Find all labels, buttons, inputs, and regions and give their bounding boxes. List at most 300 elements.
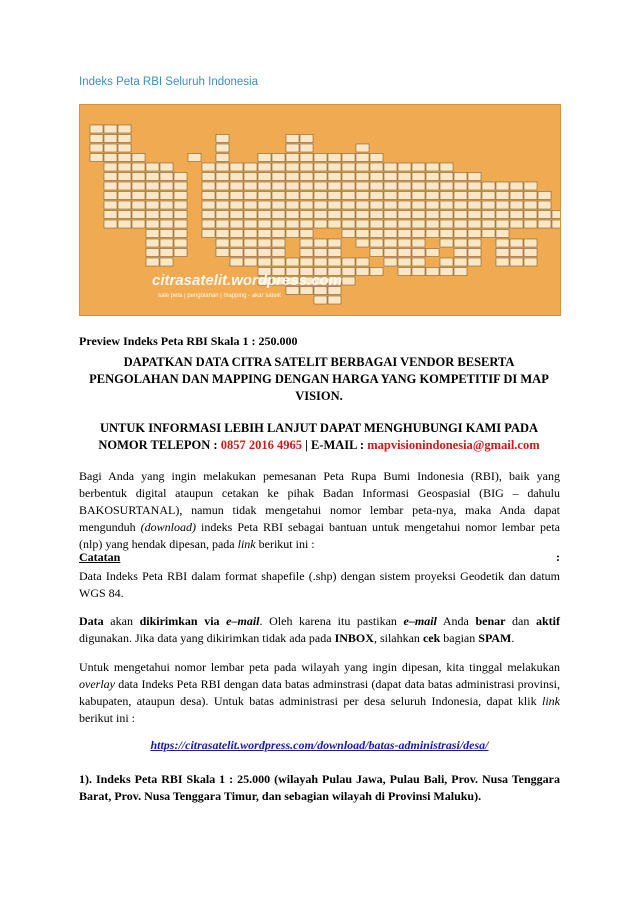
index-sheet-cell bbox=[202, 182, 215, 190]
index-sheet-cell bbox=[412, 268, 425, 276]
index-sheet-cell bbox=[314, 173, 327, 181]
index-sheet-cell bbox=[468, 192, 481, 200]
index-sheet-cell bbox=[132, 154, 145, 162]
page-heading: Indeks Peta RBI Seluruh Indonesia bbox=[79, 76, 259, 88]
index-sheet-cell bbox=[384, 239, 397, 247]
index-sheet-cell bbox=[258, 230, 271, 238]
index-sheet-cell bbox=[132, 192, 145, 200]
email-note-via: via bbox=[197, 614, 227, 628]
index-sheet-cell bbox=[370, 268, 383, 276]
index-sheet-cell bbox=[230, 173, 243, 181]
index-sheet-cell bbox=[230, 192, 243, 200]
email-note bbox=[79, 613, 560, 647]
index-sheet-cell bbox=[440, 211, 453, 219]
index-sheet-cell bbox=[398, 230, 411, 238]
index-sheet-cell bbox=[244, 239, 257, 247]
index-sheet-cell bbox=[160, 163, 173, 171]
index-sheet-cell bbox=[160, 201, 173, 209]
index-sheet-cell bbox=[160, 249, 173, 257]
intro-text-1: Bagi Anda yang ingin melakukan pemesanan Peta Rupa Bumi Indonesia (RBI), baik yang berbentuk digital ataupun cetakan ke pihak Badan Informasi Geospasial (BIG – dahulu BAKOSURTANAL), namun tidak mengetahui nomor lembar peta-nya, maka Anda dapat mengunduh bbox=[79, 469, 560, 534]
intro-download-term: (download) bbox=[140, 520, 197, 534]
index-sheet-cell bbox=[104, 163, 117, 171]
index-sheet-cell bbox=[314, 220, 327, 228]
catatan-colon: : bbox=[556, 550, 560, 564]
index-sheet-cell bbox=[146, 201, 159, 209]
contact-block bbox=[76, 420, 562, 454]
email-address[interactable]: mapvisionindonesia@gmail.com bbox=[367, 438, 540, 452]
index-sheet-cell bbox=[510, 182, 523, 190]
email-note-text: . bbox=[511, 631, 515, 645]
index-sheet-cell bbox=[286, 258, 299, 266]
index-sheet-cell bbox=[328, 192, 341, 200]
index-sheet-cell bbox=[342, 268, 355, 276]
index-sheet-cell bbox=[118, 192, 131, 200]
index-sheet-cell bbox=[398, 182, 411, 190]
index-sheet-cell bbox=[468, 201, 481, 209]
index-sheet-cell bbox=[426, 268, 439, 276]
index-sheet-cell bbox=[454, 173, 467, 181]
index-sheet-cell bbox=[468, 211, 481, 219]
index-sheet-cell bbox=[370, 249, 383, 257]
index-sheet-cell bbox=[202, 192, 215, 200]
index-sheet-cell bbox=[370, 220, 383, 228]
index-sheet-cell bbox=[398, 163, 411, 171]
format-note: Data Indeks Peta RBI dalam format shapefile (.shp) dengan sistem proyeksi Geodetik dan datum WGS 84. bbox=[79, 569, 560, 600]
index-sheet-cell bbox=[384, 173, 397, 181]
index-sheet-cell bbox=[202, 211, 215, 219]
index-sheet-cell bbox=[398, 173, 411, 181]
index-sheet-cell bbox=[174, 249, 187, 257]
index-sheet-cell bbox=[328, 220, 341, 228]
index-sheet-cell bbox=[314, 182, 327, 190]
index-sheet-cell bbox=[398, 249, 411, 257]
index-sheet-cell bbox=[524, 220, 537, 228]
index-sheet-cell bbox=[412, 192, 425, 200]
index-sheet-cell bbox=[230, 220, 243, 228]
index-sheet-cell bbox=[426, 249, 439, 257]
index-sheet-cell bbox=[552, 220, 560, 228]
index-sheet-cell bbox=[258, 163, 271, 171]
index-sheet-cell bbox=[272, 163, 285, 171]
index-sheet-cell bbox=[258, 249, 271, 257]
index-sheet-cell bbox=[216, 182, 229, 190]
index-sheet-cell bbox=[426, 220, 439, 228]
index-sheet-cell bbox=[272, 258, 285, 266]
index-sheet-cell bbox=[356, 173, 369, 181]
index-sheet-cell bbox=[258, 211, 271, 219]
email-note-aktif: aktif bbox=[536, 614, 560, 628]
email-note-text: bagian bbox=[440, 631, 479, 645]
index-sheet-cell bbox=[230, 230, 243, 238]
admin-boundary-link[interactable]: https://citrasatelit.wordpress.com/download/batas-administrasi/desa/ bbox=[150, 738, 489, 752]
index-sheet-cell bbox=[412, 258, 425, 266]
index-sheet-cell bbox=[440, 268, 453, 276]
index-sheet-cell bbox=[160, 258, 173, 266]
index-sheet-cell bbox=[328, 154, 341, 162]
index-sheet-cell bbox=[440, 182, 453, 190]
index-sheet-cell bbox=[300, 220, 313, 228]
index-sheet-cell bbox=[314, 192, 327, 200]
index-sheet-cell bbox=[118, 182, 131, 190]
email-note-text: akan bbox=[103, 614, 140, 628]
index-sheet-cell bbox=[342, 192, 355, 200]
index-sheet-cell bbox=[440, 173, 453, 181]
index-sheet-cell bbox=[90, 135, 103, 143]
index-sheet-cell bbox=[118, 163, 131, 171]
index-sheet-cell bbox=[132, 182, 145, 190]
index-sheet-cell bbox=[314, 258, 327, 266]
index-sheet-cell bbox=[328, 211, 341, 219]
index-sheet-cell bbox=[454, 192, 467, 200]
index-sheet-cell bbox=[314, 239, 327, 247]
index-sheet-cell bbox=[454, 211, 467, 219]
index-sheet-cell bbox=[216, 230, 229, 238]
email-note-cek: cek bbox=[422, 631, 441, 645]
index-sheet-cell bbox=[244, 230, 257, 238]
index-sheet-cell bbox=[328, 296, 341, 304]
index-sheet-cell bbox=[160, 230, 173, 238]
index-sheet-cell bbox=[216, 154, 229, 162]
index-sheet-cell bbox=[384, 230, 397, 238]
index-sheet-cell bbox=[146, 163, 159, 171]
index-sheet-cell bbox=[426, 211, 439, 219]
email-note-text: digunakan. Jika data yang dikirimkan tidak ada pada bbox=[79, 631, 335, 645]
index-sheet-cell bbox=[328, 163, 341, 171]
index-sheet-cell bbox=[230, 201, 243, 209]
index-sheet-cell bbox=[538, 201, 551, 209]
index-sheet-cell bbox=[356, 258, 369, 266]
email-note-text: dan bbox=[505, 614, 536, 628]
index-sheet-cell bbox=[510, 249, 523, 257]
email-note-email: e–mail bbox=[226, 614, 260, 628]
index-sheet-cell bbox=[90, 125, 103, 133]
index-sheet-cell bbox=[132, 163, 145, 171]
index-sheet-cell bbox=[356, 163, 369, 171]
index-sheet-cell bbox=[370, 230, 383, 238]
index-sheet-cell bbox=[342, 211, 355, 219]
index-sheet-cell bbox=[202, 163, 215, 171]
index-sheet-cell bbox=[356, 201, 369, 209]
index-sheet-cell bbox=[258, 201, 271, 209]
intro-text-2: indeks Peta RBI sebagai bantuan untuk mengetahui nomor lembar peta (nlp) yang hendak dipesan, pada bbox=[79, 520, 560, 551]
index-sheet-cell bbox=[370, 163, 383, 171]
index-sheet-cell bbox=[300, 258, 313, 266]
map-grid bbox=[80, 105, 560, 315]
index-sheet-cell bbox=[496, 258, 509, 266]
index-sheet-cell bbox=[104, 192, 117, 200]
index-sheet-cell bbox=[468, 258, 481, 266]
index-sheet-cell bbox=[132, 211, 145, 219]
index-sheet-cell bbox=[230, 163, 243, 171]
index-sheet-cell bbox=[370, 239, 383, 247]
index-sheet-cell bbox=[454, 182, 467, 190]
index-sheet-cell bbox=[174, 182, 187, 190]
intro-paragraph bbox=[79, 468, 560, 553]
index-sheet-cell bbox=[216, 201, 229, 209]
index-sheet-cell bbox=[454, 268, 467, 276]
index-sheet-cell bbox=[146, 258, 159, 266]
index-sheet-cell bbox=[118, 125, 131, 133]
index-sheet-cell bbox=[300, 154, 313, 162]
index-sheet-cell bbox=[216, 249, 229, 257]
index-sheet-cell bbox=[272, 173, 285, 181]
email-note-data: Data bbox=[79, 614, 104, 628]
index-sheet-cell bbox=[244, 249, 257, 257]
index-sheet-cell bbox=[300, 182, 313, 190]
index-sheet-cell bbox=[482, 201, 495, 209]
index-sheet-cell bbox=[454, 220, 467, 228]
index-sheet-cell bbox=[510, 239, 523, 247]
index-sheet-cell bbox=[146, 220, 159, 228]
index-sheet-cell bbox=[342, 163, 355, 171]
index-sheet-cell bbox=[118, 144, 131, 152]
index-sheet-cell bbox=[482, 220, 495, 228]
index-sheet-cell bbox=[202, 201, 215, 209]
index-sheet-cell bbox=[104, 220, 117, 228]
index-sheet-cell bbox=[384, 249, 397, 257]
section-1-heading: 1). Indeks Peta RBI Skala 1 : 25.000 (wilayah Pulau Jawa, Pulau Bali, Prov. Nusa Tenggara Barat, Prov. Nusa Tenggara Timur, dan sebagian wilayah di Provinsi Maluku). bbox=[79, 772, 560, 803]
overlay-text-1: Untuk mengetahui nomor lembar peta pada wilayah yang ingin dipesan, kita tinggal melakukan bbox=[79, 660, 560, 674]
index-sheet-cell bbox=[146, 249, 159, 257]
overlay-link-word: link bbox=[542, 694, 560, 708]
index-sheet-cell bbox=[244, 182, 257, 190]
index-sheet-cell bbox=[230, 182, 243, 190]
index-sheet-cell bbox=[132, 201, 145, 209]
index-sheet-cell bbox=[524, 192, 537, 200]
index-sheet-cell bbox=[398, 258, 411, 266]
index-sheet-cell bbox=[244, 163, 257, 171]
index-sheet-cell bbox=[146, 182, 159, 190]
index-sheet-cell bbox=[524, 182, 537, 190]
index-sheet-cell bbox=[398, 268, 411, 276]
index-sheet-cell bbox=[230, 249, 243, 257]
index-sheet-cell bbox=[384, 211, 397, 219]
index-sheet-cell bbox=[398, 211, 411, 219]
index-sheet-cell bbox=[440, 258, 453, 266]
email-note-spam: SPAM bbox=[478, 631, 512, 645]
index-sheet-cell bbox=[412, 163, 425, 171]
index-sheet-cell bbox=[314, 296, 327, 304]
promo-line-3: VISION. bbox=[295, 389, 343, 403]
index-sheet-cell bbox=[272, 154, 285, 162]
promo-line-1: DAPATKAN DATA CITRA SATELIT BERBAGAI VENDOR BESERTA bbox=[123, 355, 515, 369]
index-sheet-cell bbox=[510, 220, 523, 228]
intro-text-3: berikut ini : bbox=[255, 537, 315, 551]
index-sheet-cell bbox=[300, 144, 313, 152]
index-sheet-cell bbox=[216, 144, 229, 152]
index-sheet-cell bbox=[146, 192, 159, 200]
index-sheet-cell bbox=[370, 154, 383, 162]
catatan-label: Catatan bbox=[79, 550, 121, 564]
index-sheet-cell bbox=[300, 192, 313, 200]
index-sheet-cell bbox=[356, 154, 369, 162]
index-sheet-cell bbox=[454, 201, 467, 209]
intro-link-word: link bbox=[237, 537, 256, 551]
index-sheet-cell bbox=[244, 211, 257, 219]
index-sheet-cell bbox=[384, 258, 397, 266]
index-sheet-cell bbox=[314, 211, 327, 219]
index-sheet-cell bbox=[286, 201, 299, 209]
overlay-term: overlay bbox=[79, 677, 115, 691]
index-sheet-cell bbox=[496, 239, 509, 247]
index-sheet-cell bbox=[118, 173, 131, 181]
index-sheet-cell bbox=[286, 163, 299, 171]
index-sheet-cell bbox=[440, 163, 453, 171]
index-sheet-cell bbox=[174, 201, 187, 209]
index-sheet-cell bbox=[482, 230, 495, 238]
index-sheet-cell bbox=[496, 182, 509, 190]
email-note-dikirimkan: dikirimkan bbox=[139, 614, 198, 628]
index-sheet-cell bbox=[440, 201, 453, 209]
index-sheet-cell bbox=[272, 230, 285, 238]
promo-line-2: PENGOLAHAN DAN MAPPING DENGAN HARGA YANG KOMPETITIF DI MAP bbox=[89, 372, 549, 386]
index-sheet-cell bbox=[356, 239, 369, 247]
index-sheet-cell bbox=[160, 182, 173, 190]
index-sheet-cell bbox=[370, 192, 383, 200]
index-sheet-cell bbox=[188, 154, 201, 162]
index-sheet-cell bbox=[286, 220, 299, 228]
index-sheet-cell bbox=[454, 258, 467, 266]
email-note-email-2: e–mail bbox=[403, 614, 437, 628]
index-sheet-cell bbox=[342, 220, 355, 228]
index-sheet-cell bbox=[356, 144, 369, 152]
index-sheet-cell bbox=[286, 211, 299, 219]
index-sheet-cell bbox=[510, 192, 523, 200]
index-sheet-cell bbox=[216, 173, 229, 181]
index-sheet-cell bbox=[216, 220, 229, 228]
index-sheet-cell bbox=[412, 182, 425, 190]
index-sheet-cell bbox=[272, 220, 285, 228]
map-watermark: citrasatelit.wordpress.com bbox=[152, 272, 343, 289]
index-sheet-cell bbox=[244, 173, 257, 181]
index-sheet-cell bbox=[216, 192, 229, 200]
index-sheet-cell bbox=[146, 173, 159, 181]
index-sheet-cell bbox=[538, 211, 551, 219]
index-sheet-cell bbox=[426, 192, 439, 200]
index-sheet-cell bbox=[118, 135, 131, 143]
email-note-benar: benar bbox=[475, 614, 506, 628]
index-sheet-cell bbox=[90, 154, 103, 162]
index-sheet-cell bbox=[440, 239, 453, 247]
index-sheet-cell bbox=[398, 220, 411, 228]
index-sheet-cell bbox=[426, 201, 439, 209]
contact-line-2 bbox=[76, 437, 562, 454]
index-sheet-cell bbox=[118, 220, 131, 228]
index-sheet-cell bbox=[468, 220, 481, 228]
email-note-text: . Oleh karena itu pastikan bbox=[259, 614, 404, 628]
index-sheet-cell bbox=[370, 173, 383, 181]
index-sheet-cell bbox=[216, 163, 229, 171]
index-sheet-cell bbox=[286, 144, 299, 152]
index-sheet-cell bbox=[272, 211, 285, 219]
map-watermark-tagline: sale peta | pengolahan | mapping - akar satelit bbox=[158, 293, 281, 299]
index-sheet-cell bbox=[258, 154, 271, 162]
index-sheet-cell bbox=[160, 173, 173, 181]
index-sheet-cell bbox=[510, 258, 523, 266]
index-sheet-cell bbox=[510, 211, 523, 219]
index-sheet-cell bbox=[328, 182, 341, 190]
map-caption: Preview Indeks Peta RBI Skala 1 : 250.000 bbox=[79, 334, 298, 348]
index-sheet-cell bbox=[314, 249, 327, 257]
index-sheet-cell bbox=[412, 220, 425, 228]
index-sheet-cell bbox=[230, 211, 243, 219]
overlay-note bbox=[79, 659, 560, 727]
index-sheet-cell bbox=[104, 125, 117, 133]
index-sheet-cell bbox=[160, 192, 173, 200]
index-sheet-cell bbox=[524, 249, 537, 257]
index-sheet-cell bbox=[370, 201, 383, 209]
index-sheet-cell bbox=[258, 173, 271, 181]
index-sheet-cell bbox=[482, 211, 495, 219]
overlay-text-3: berikut ini : bbox=[79, 711, 135, 725]
index-sheet-cell bbox=[90, 144, 103, 152]
index-sheet-cell bbox=[286, 192, 299, 200]
index-sheet-cell bbox=[342, 258, 355, 266]
index-sheet-cell bbox=[538, 192, 551, 200]
index-sheet-cell bbox=[258, 239, 271, 247]
index-sheet-cell bbox=[104, 154, 117, 162]
index-sheet-cell bbox=[356, 230, 369, 238]
index-sheet-cell bbox=[342, 173, 355, 181]
index-sheet-cell bbox=[244, 258, 257, 266]
index-sheet-cell bbox=[174, 230, 187, 238]
index-sheet-cell bbox=[384, 182, 397, 190]
index-sheet-cell bbox=[328, 173, 341, 181]
index-sheet-cell bbox=[496, 249, 509, 257]
index-sheet-cell bbox=[244, 201, 257, 209]
index-sheet-cell bbox=[328, 258, 341, 266]
index-sheet-cell bbox=[342, 201, 355, 209]
index-sheet-cell bbox=[342, 182, 355, 190]
index-sheet-cell bbox=[118, 154, 131, 162]
index-sheet-cell bbox=[202, 220, 215, 228]
index-sheet-cell bbox=[258, 220, 271, 228]
index-sheet-cell bbox=[216, 211, 229, 219]
index-sheet-cell bbox=[146, 211, 159, 219]
index-sheet-cell bbox=[398, 201, 411, 209]
index-sheet-cell bbox=[300, 249, 313, 257]
catatan-heading bbox=[79, 550, 560, 565]
index-sheet-cell bbox=[440, 192, 453, 200]
index-sheet-cell bbox=[412, 239, 425, 247]
index-sheet-cell bbox=[146, 239, 159, 247]
index-sheet-cell bbox=[174, 239, 187, 247]
index-sheet-cell bbox=[104, 201, 117, 209]
index-sheet-cell bbox=[342, 154, 355, 162]
index-sheet-cell bbox=[202, 230, 215, 238]
index-sheet-cell bbox=[482, 192, 495, 200]
index-sheet-cell bbox=[496, 230, 509, 238]
index-sheet-cell bbox=[342, 230, 355, 238]
index-sheet-cell bbox=[286, 173, 299, 181]
phone-number[interactable]: 0857 2016 4965 bbox=[220, 438, 302, 452]
index-sheet-cell bbox=[118, 211, 131, 219]
index-sheet-cell bbox=[482, 182, 495, 190]
index-sheet-cell bbox=[244, 220, 257, 228]
index-sheet-cell bbox=[314, 154, 327, 162]
index-sheet-cell bbox=[384, 201, 397, 209]
index-sheet-cell bbox=[216, 135, 229, 143]
index-sheet-cell bbox=[524, 201, 537, 209]
index-sheet-cell bbox=[146, 230, 159, 238]
index-sheet-cell bbox=[356, 220, 369, 228]
contact-line-1: UNTUK INFORMASI LEBIH LANJUT DAPAT MENGHUBUNGI KAMI PADA bbox=[99, 421, 539, 435]
index-sheet-cell bbox=[258, 192, 271, 200]
index-sheet-cell bbox=[468, 239, 481, 247]
email-label: | E-MAIL : bbox=[301, 438, 368, 452]
index-sheet-cell bbox=[314, 201, 327, 209]
index-sheet-cell bbox=[468, 230, 481, 238]
